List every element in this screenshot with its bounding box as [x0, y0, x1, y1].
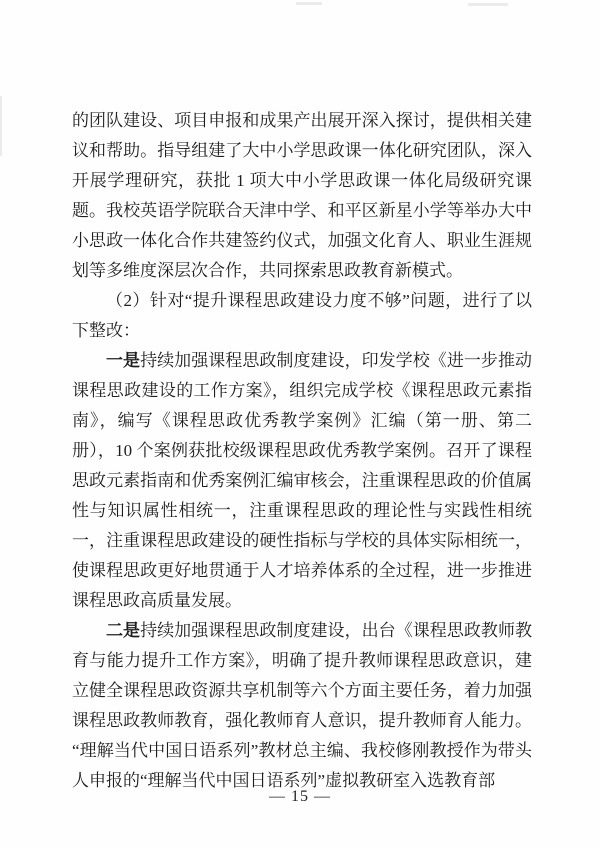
paragraph: [72, 616, 532, 796]
paragraph-text: 的团队建设、项目申报和成果产出展开深入探讨，提供相关建议和帮助。指导组建了大中小学思政课一体化研究团队，深入开展学理研究，获批 1 项大中小学思政课一体化局级研究课题。我校英语学院联合天津中学、和平区新星小学等举办大中小思政一体化合作共建签约仪式，加强文化育人、职业生涯规划等多维度深层次合作，共同探索思政教育新模式。: [72, 111, 532, 280]
paragraph-lead: 二是: [106, 621, 141, 640]
page-number: — 15 —: [269, 788, 331, 805]
paragraph: [72, 106, 532, 286]
paragraph: [72, 286, 532, 346]
scan-artifact: [296, 2, 322, 5]
scan-artifact: [0, 96, 2, 156]
document-body: [72, 106, 532, 796]
paragraph-text: 持续加强课程思政制度建设，印发学校《进一步推动课程思政建设的工作方案》，组织完成学校《课程思政元素指南》，编写《课程思政优秀教学案例》汇编（第一册、第二册），10 个案例获批校级课程思政优秀教学案例。召开了课程思政元素指南和优秀案例汇编审核会，注重课程思政的价值属性与知识属性相统一，注重课程思政的理论性与实践性相统一，注重课程思政建设的硬性指标与学校的具体实际相统一，使课程思政更好地贯通于人才培养体系的全过程，进一步推进课程思政高质量发展。: [72, 351, 533, 610]
paragraph-text: （2）针对“提升课程思政建设力度不够”问题，进行了以下整改：: [72, 291, 532, 340]
scan-artifact: [468, 3, 508, 6]
paragraph: [72, 346, 532, 616]
paragraph-text: 持续加强课程思政制度建设，出台《课程思政教师教育与能力提升工作方案》，明确了提升教师课程思政意识，建立健全课程思政资源共享机制等六个方面主要任务，着力加强课程思政教师教育，强化教师育人意识，提升教师育人能力。“理解当代中国日语系列”教材总主编、我校修刚教授作为带头人申报的“理解当代中国日语系列”虚拟教研室入选教育部: [72, 621, 533, 790]
paragraph-lead: 一是: [106, 351, 141, 370]
